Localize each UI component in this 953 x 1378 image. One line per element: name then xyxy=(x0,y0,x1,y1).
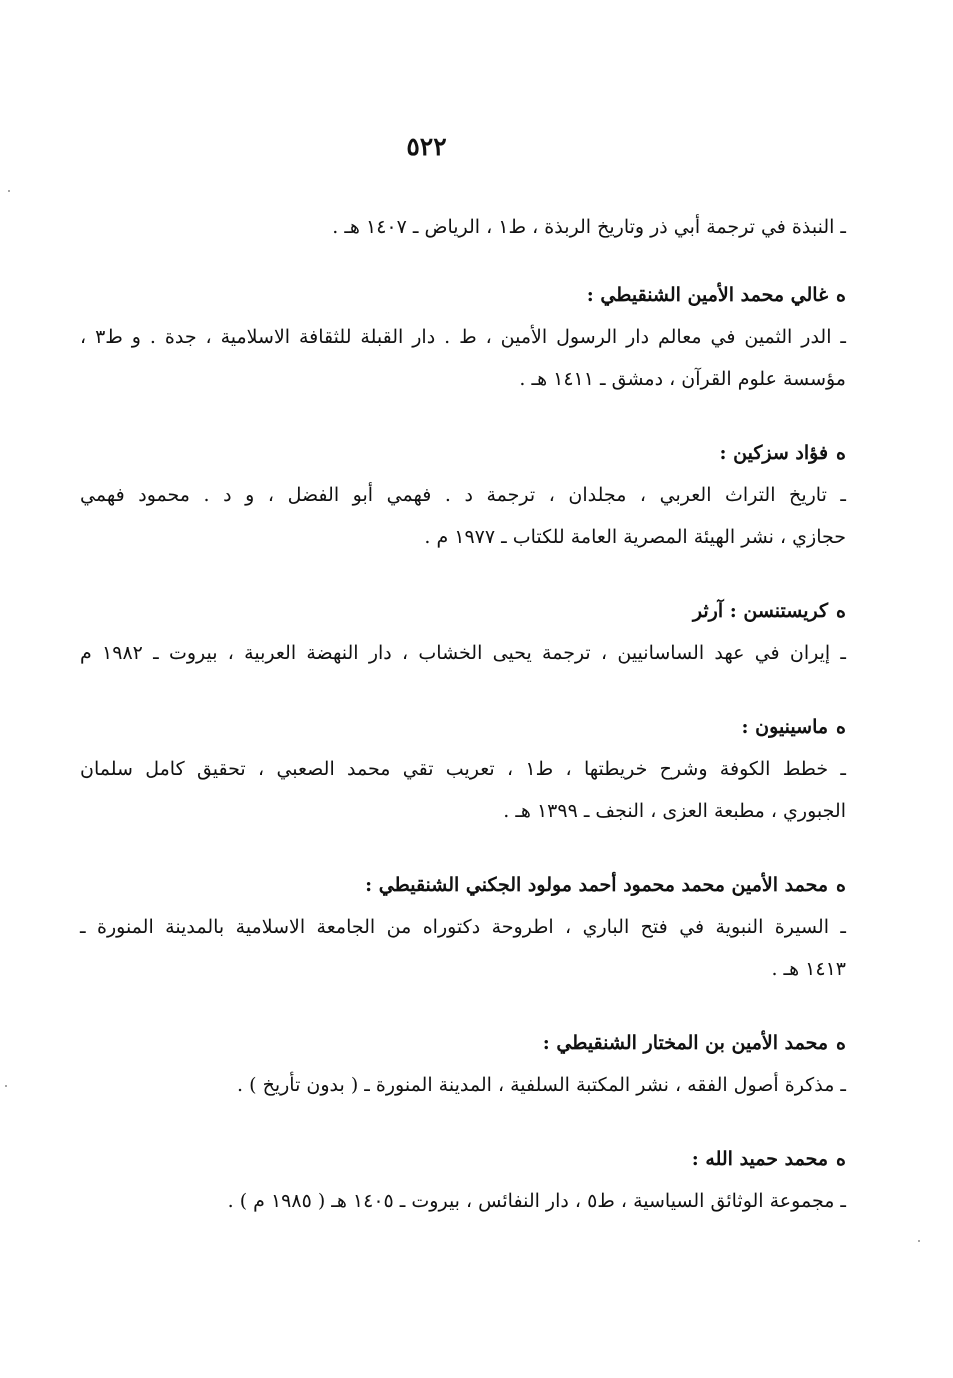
bibliography-line: حجازي ، نشر الهيئة المصرية العامة للكتاب ـ ١٩٧٧ م . xyxy=(424,526,846,548)
bullet-marker: ه xyxy=(836,600,846,622)
bibliography-entry xyxy=(80,706,846,832)
bibliography-line: ـ الدر الثمين في معالم دار الرسول الأمين ، ط . دار القبلة للثقافة الاسلامية ، جدة . و ط٣ ، xyxy=(80,326,846,348)
scan-speck xyxy=(918,1240,920,1242)
bibliography-line: ـ السيرة النبوية في فتح الباري ، اطروحة دكتوراه من الجامعة الاسلامية بالمدينة المنورة ـ xyxy=(80,916,846,938)
author-name: ماسينيون : xyxy=(741,716,829,738)
author-heading xyxy=(80,432,846,474)
bibliography-line: ـ مذكرة أصول الفقه ، نشر المكتبة السلفية ، المدينة المنورة ـ ( بدون تأريخ ) . xyxy=(237,1074,846,1096)
bullet-marker: ه xyxy=(836,1148,846,1170)
page-number: ٥٢٢ xyxy=(406,132,447,161)
author-heading xyxy=(80,1138,846,1180)
author-heading xyxy=(80,1022,846,1064)
author-name: فؤاد سزكين : xyxy=(719,442,829,464)
bibliography-entry xyxy=(80,590,846,674)
bibliography-entry xyxy=(80,864,846,990)
bibliography-line: ـ خطط الكوفة وشرح خريطتها ، ط١ ، تعريب تقي محمد الصعبي ، تحقيق كامل سلمان xyxy=(80,758,846,780)
bullet-marker: ه xyxy=(836,1032,846,1054)
bibliography-entry xyxy=(80,432,846,558)
author-name: محمد حميد الله : xyxy=(691,1148,829,1170)
author-heading xyxy=(80,864,846,906)
author-name: كريستنسن : آرثر xyxy=(692,600,829,622)
bibliography-line: ١٤١٣ هـ . xyxy=(771,958,846,980)
bullet-marker: ه xyxy=(836,716,846,738)
bibliography-line: مؤسسة علوم القرآن ، دمشق ـ ١٤١١ هـ . xyxy=(519,368,846,390)
bibliography-entry xyxy=(80,1138,846,1222)
bibliography-line: الجبوري ، مطبعة العزى ، النجف ـ ١٣٩٩ هـ . xyxy=(503,800,846,822)
author-heading xyxy=(80,274,846,316)
bibliography-line: ـ إيران في عهد الساسانيين ، ترجمة يحيى الخشاب ، دار النهضة العربية ، بيروت ـ ١٩٨٢ م xyxy=(80,642,846,664)
scan-speck xyxy=(5,1085,7,1087)
bullet-marker: ه xyxy=(836,442,846,464)
bullet-marker: ه xyxy=(836,284,846,306)
bibliography-list xyxy=(80,206,846,1254)
bibliography-line: ـ النبذة في ترجمة أبي ذر وتاريخ الربذة ، ط١ ، الرياض ـ ١٤٠٧ هـ . xyxy=(332,216,846,238)
bibliography-line: ـ تاريخ التراث العربي ، مجلدان ، ترجمة د . فهمي أبو الفضل ، و د . محمود فهمي xyxy=(80,484,846,506)
bibliography-line: ـ مجموعة الوثائق السياسية ، ط٥ ، دار النفائس ، بيروت ـ ١٤٠٥ هـ ( ١٩٨٥ م ) . xyxy=(227,1190,846,1212)
bibliography-entry xyxy=(80,1022,846,1106)
bibliography-entry xyxy=(80,274,846,400)
author-name: محمد الأمين بن المختار الشنقيطي : xyxy=(542,1032,829,1054)
scan-speck xyxy=(8,190,10,192)
author-name: محمد الأمين محمد محمود أحمد مولود الجكني الشنقيطي : xyxy=(365,874,829,896)
author-heading xyxy=(80,590,846,632)
bullet-marker: ه xyxy=(836,874,846,896)
author-name: غالي محمد الأمين الشنقيطي : xyxy=(586,284,829,306)
author-heading xyxy=(80,706,846,748)
